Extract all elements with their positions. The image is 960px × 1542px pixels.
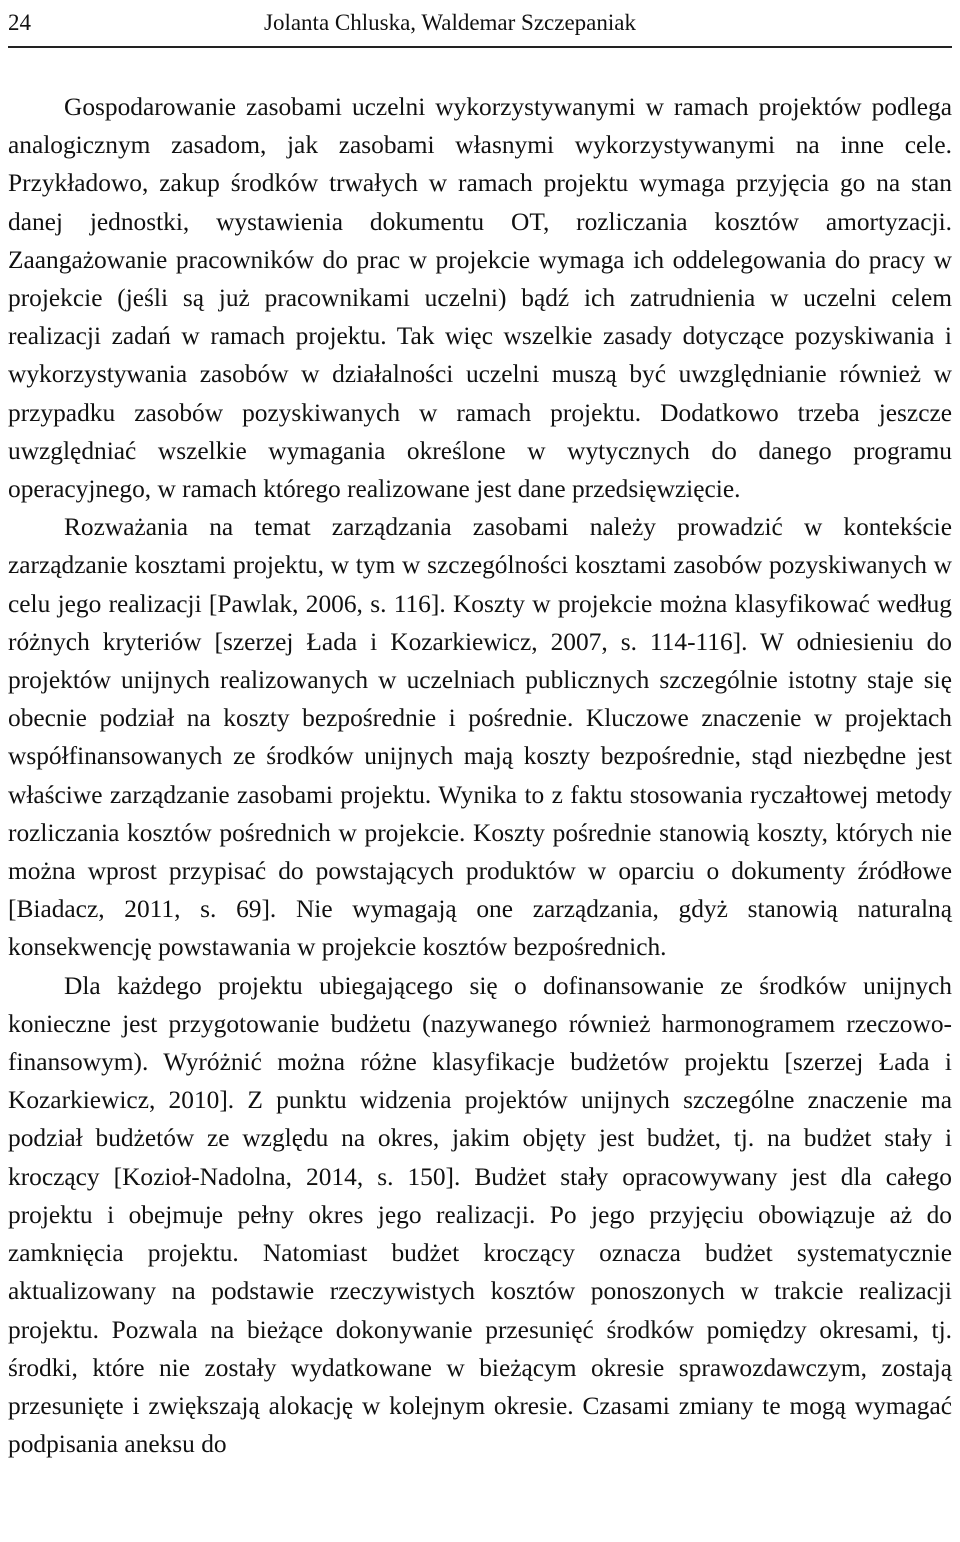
running-header (8, 0, 952, 48)
page-number: 24 (8, 10, 31, 35)
paragraph-2: Rozważania na temat zarządzania zasobami należy prowadzić w kontekście zarządzanie kosztami projektu, w tym w szczególności kosztami zasobów pozyskiwanych w celu jego realizacji [Pawlak, 2006, s. 116]. Koszty w projekcie można klasyfikować według różnych kryteriów [szerzej Łada i Kozarkiewicz, 2007, s. 114-116]. W odniesieniu do projektów unijnych realizowanych w uczelniach publicznych szczególnie istotny staje się obecnie podział na koszty bezpośrednie i pośrednie. Kluczowe znaczenie w projektach współfinansowanych ze środków unijnych mają koszty bezpośrednie, stąd niezbędne jest właściwe zarządzanie zasobami projektu. Wynika to z faktu stosowania ryczałtowej metody rozliczania kosztów pośrednich w projekcie. Koszty pośrednie stanowią koszty, których nie można wprost przypisać do powstających produktów w oparciu o dokumenty źródłowe [Biadacz, 2011, s. 69]. Nie wymagają one zarządzania, gdyż stanowią naturalną konsekwencję powstawania w projekcie kosztów bezpośrednich. (8, 513, 952, 962)
paragraph-1: Gospodarowanie zasobami uczelni wykorzystywanymi w ramach projektów podlega analogicznym zasadom, jak zasobami własnymi wykorzystywanymi na inne cele. Przykładowo, zakup środków trwałych w ramach projektu wymaga przyjęcia go na stan danej jednostki, wystawienia dokumentu OT, rozliczania kosztów amortyzacji. Zaangażowanie pracowników do prac w projekcie wymaga ich oddelegowania do pracy w projekcie (jeśli są już pracownikami uczelni) bądź ich zatrudnienia w uczelni celem realizacji zadań w ramach projektu. Tak więc wszelkie zasady dotyczące pozyskiwania i wykorzystywania zasobów w działalności uczelni muszą być uwzględnianie również w przypadku zasobów pozyskiwanych w ramach projektu. Dodatkowo trzeba jeszcze uwzględniać wszelkie wymagania określone w wytycznych do danego programu operacyjnego, w ramach którego realizowane jest dane przedsięwzięcie. (8, 93, 952, 504)
running-head-authors: Jolanta Chluska, Waldemar Szczepaniak (264, 10, 636, 35)
paragraph-3: Dla każdego projektu ubiegającego się o dofinansowanie ze środków unijnych konieczne jest przygotowanie budżetu (nazywanego również harmonogramem rzeczowo-finansowym). Wyróżnić można różne klasyfikacje budżetów projektu [szerzej Łada i Kozarkiewicz, 2010]. Z punktu widzenia projektów unijnych szczególne znaczenie ma podział budżetów ze względu na okres, jakim objęty jest budżet, tj. na budżet stały i kroczący [Kozioł-Nadolna, 2014, s. 150]. Budżet stały opracowywany jest dla całego projektu i obejmuje pełny okres jego realizacji. Po jego przyjęciu obowiązuje aż do zamknięcia projektu. Natomiast budżet kroczący oznacza budżet systematycznie aktualizowany na podstawie rzeczywistych kosztów ponoszonych w trakcie realizacji projektu. Pozwala na bieżące dokonywanie przesunięć środków pomiędzy okresami, tj. środki, które nie zostały wydatkowane w bieżącym okresie sprawozdawczym, zostają przesunięte i zwiększają alokację w kolejnym okresie. Czasami zmiany te mogą wymagać podpisania aneksu do (8, 971, 952, 1459)
body-text (8, 88, 952, 1463)
